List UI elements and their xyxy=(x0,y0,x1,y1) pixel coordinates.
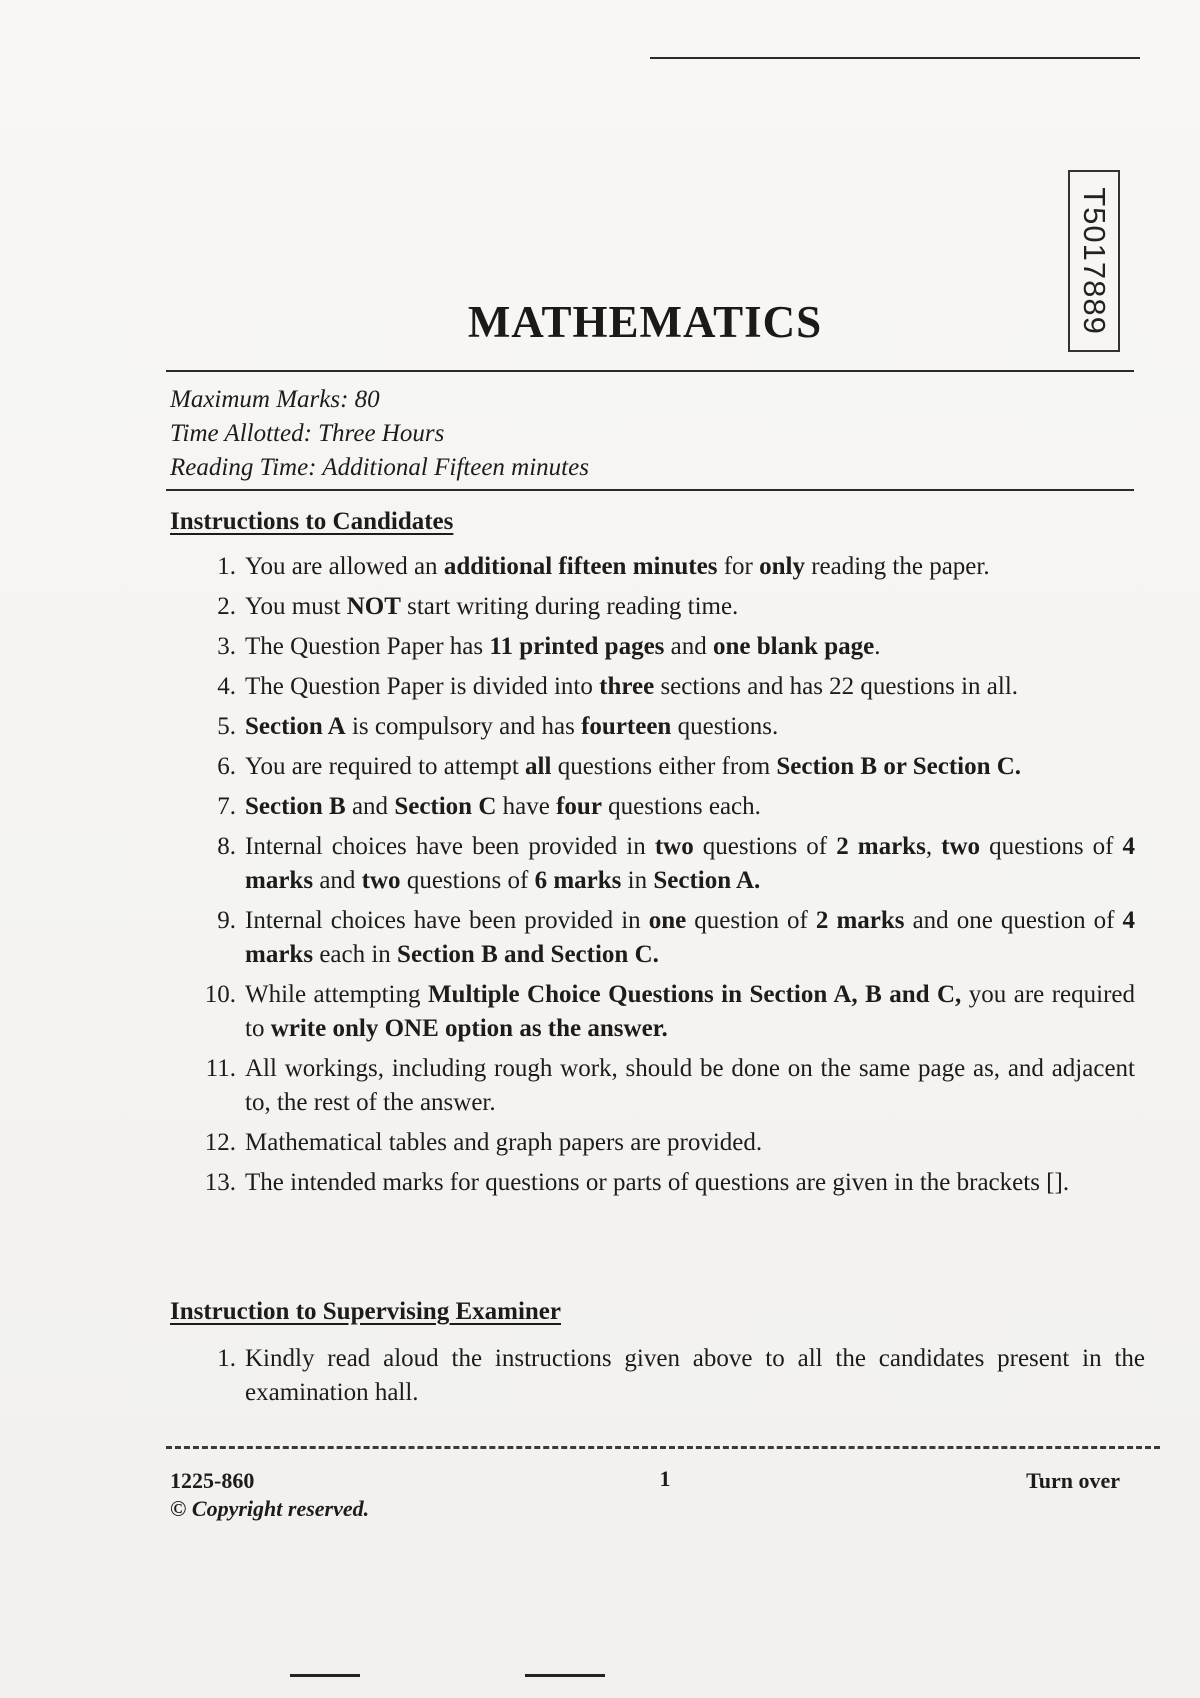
instruction-text: You are required to attempt all questions either from Section B or Section C. xyxy=(245,753,1022,780)
instruction-text: Section B and Section C have four questions each. xyxy=(245,793,761,820)
instruction-number: 1 . xyxy=(190,1342,236,1376)
instruction-item xyxy=(190,1342,1145,1410)
instruction-item xyxy=(190,630,1135,664)
instruction-text: The Question Paper is divided into three sections and has 22 questions in all. xyxy=(245,673,1019,700)
instruction-text: You are allowed an additional fifteen minutes for only reading the paper. xyxy=(245,553,990,580)
exam-meta-block xyxy=(170,383,589,485)
header-divider xyxy=(166,370,1134,372)
instruction-number: 8 . xyxy=(190,830,236,864)
instruction-number: 2 . xyxy=(190,590,236,624)
instruction-number: 11 . xyxy=(190,1052,236,1086)
time-allotted: Time Allotted: Three Hours xyxy=(170,420,445,447)
footer-dashed-divider xyxy=(166,1446,1160,1449)
paper-code: 1225-860 xyxy=(170,1468,255,1493)
turn-over-label: Turn over xyxy=(1026,1468,1120,1493)
instruction-text: While attempting Multiple Choice Questions in Section A, B and C, you are required to write only ONE option as the answer. xyxy=(245,981,1136,1042)
instruction-text: Internal choices have been provided in two questions of 2 marks, two questions of 4 marks and two questions of 6 marks in Section A. xyxy=(245,833,1136,894)
instruction-number: 5 . xyxy=(190,710,236,744)
instruction-number: 12 . xyxy=(190,1126,236,1160)
candidates-instructions-list xyxy=(190,550,1135,1206)
instruction-number: 7 . xyxy=(190,790,236,824)
serial-number: T5017889 xyxy=(1077,187,1112,335)
instruction-text: All workings, including rough work, should be done on the same page as, and adjacent to, the rest of the answer. xyxy=(245,1055,1135,1116)
instruction-item xyxy=(190,830,1135,898)
instruction-text: Section A is compulsory and has fourteen questions. xyxy=(245,713,779,740)
instruction-item xyxy=(190,1166,1135,1200)
instruction-item xyxy=(190,1126,1135,1160)
instruction-item xyxy=(190,790,1135,824)
instruction-item xyxy=(190,978,1135,1046)
instruction-text: Kindly read aloud the instructions given above to all the candidates present in the examination hall. xyxy=(245,1345,1145,1406)
meta-divider xyxy=(166,489,1134,491)
supervising-instructions-list xyxy=(190,1342,1145,1416)
candidates-instructions-heading: Instructions to Candidates xyxy=(170,508,454,535)
instruction-number: 10 . xyxy=(190,978,236,1012)
instruction-number: 6 . xyxy=(190,750,236,784)
instruction-number: 1 . xyxy=(190,550,236,584)
instruction-item xyxy=(190,590,1135,624)
page-number: 1 xyxy=(659,1466,671,1491)
instruction-number: 4 . xyxy=(190,670,236,704)
instruction-item xyxy=(190,904,1135,972)
reading-time: Reading Time: Additional Fifteen minutes xyxy=(170,454,589,481)
top-rule-divider xyxy=(650,57,1140,59)
instruction-item xyxy=(190,1052,1135,1120)
supervising-instructions-heading: Instruction to Supervising Examiner xyxy=(170,1298,562,1325)
instruction-text: You must NOT start writing during reading time. xyxy=(245,593,739,620)
instruction-number: 13 . xyxy=(190,1166,236,1200)
bottom-edge-mark xyxy=(290,1674,360,1677)
instruction-item xyxy=(190,710,1135,744)
maximum-marks: Maximum Marks: 80 xyxy=(170,386,380,413)
instruction-text: The Question Paper has 11 printed pages and one blank page. xyxy=(245,633,881,660)
instruction-text: The intended marks for questions or parts of questions are given in the brackets []. xyxy=(245,1169,1070,1196)
instruction-number: 9 . xyxy=(190,904,236,938)
instruction-text: Mathematical tables and graph papers are provided. xyxy=(245,1129,763,1156)
instruction-item xyxy=(190,750,1135,784)
instruction-item xyxy=(190,670,1135,704)
instruction-number: 3 . xyxy=(190,630,236,664)
copyright-notice: © Copyright reserved. xyxy=(170,1496,370,1521)
instruction-item xyxy=(190,550,1135,584)
instruction-text: Internal choices have been provided in one question of 2 marks and one question of 4 marks each in Section B and Section C. xyxy=(245,907,1136,968)
page-title: MATHEMATICS xyxy=(467,297,823,347)
bottom-edge-mark xyxy=(525,1674,605,1677)
